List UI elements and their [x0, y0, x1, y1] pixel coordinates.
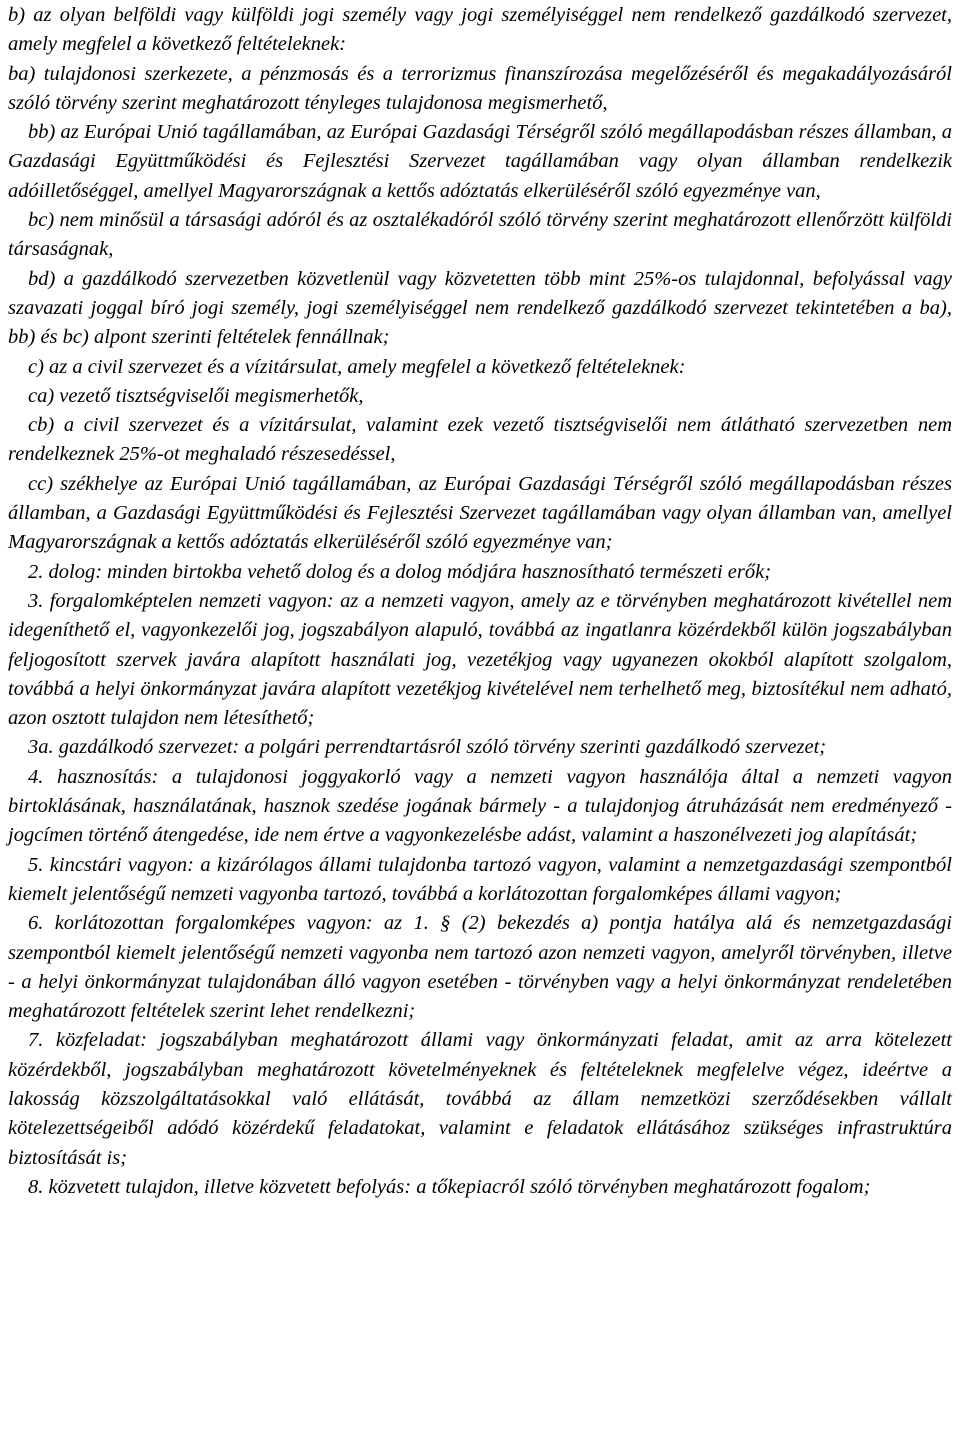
paragraph-ca: ca) vezető tisztségviselői megismerhetők, — [28, 384, 364, 407]
paragraph-5-kincstari: 5. kincstári vagyon: a kizárólagos állami tulajdonba tartozó vagyon, valamint a nemzetgazdasági szempontból kiemelt jelentőségű nemzeti vagyonba tartozó, továbbá a korlátozottan forgalomképes állami vagyon; — [8, 853, 952, 905]
paragraph-7-kozfeladat: 7. közfeladat: jogszabályban meghatározott állami vagy önkormányzati feladat, amit az arra kötelezett közérdekből, jogszabályban meghatározott követelményeknek és feltételeknek megfelelve végez, ideértve a lakosság közszolgáltatásokkal való ellátását, továbbá az állam nemzetközi szerződésekben vállalt kötelezettségeiből adódó közérdekű feladatokat, valamint e feladatok ellátásához szükséges infrastruktúra biztosítását is; — [8, 1029, 952, 1169]
paragraph-3a-gazdalkodo: 3a. gazdálkodó szervezet: a polgári perrendtartásról szóló törvény szerinti gazdálkodó szervezet; — [28, 736, 827, 759]
paragraph-3-forgalomkeptelen: 3. forgalomképtelen nemzeti vagyon: az a nemzeti vagyon, amely az e törvényben meghatározott kivétellel nem idegeníthető el, vagyonkezelői jog, jogszabályon alapuló, továbbá az ingatlanra közérdekből külön jogszabályban feljogosított szervek javára alapított használati jog, vezetékjog vagy ugyanezen okokból alapított szolgalom, továbbá a helyi önkormányzat javára alapított vezetékjog kivételével nem terhelhető meg, biztosítékul nem adható, azon osztott tulajdon nem létesíthető; — [8, 589, 952, 730]
paragraph-4-hasznositas: 4. hasznosítás: a tulajdonosi joggyakorló vagy a nemzeti vagyon használója által a nemzeti vagyon birtoklásának, használatának, hasznok szedése jogának bármely - a tulajdonjog átruházását nem eredményező - jogcímen történő átengedése, ide nem értve a vagyonkezelésbe adást, valamint a haszonélvezeti jog alapítását; — [8, 765, 952, 847]
paragraph-8-kozvetett: 8. közvetett tulajdon, illetve közvetett befolyás: a tőkepiacról szóló törvényben meghatározott fogalom; — [28, 1175, 871, 1198]
paragraph-b: b) az olyan belföldi vagy külföldi jogi személy vagy jogi személyiséggel nem rendelkező gazdálkodó szervezet, amely megfelel a következő feltételeknek: — [8, 4, 952, 56]
paragraph-bd: bd) a gazdálkodó szervezetben közvetlenül vagy közvetetten több mint 25%-os tulajdonnal, befolyással vagy szavazati joggal bíró jogi személy, jogi személyiséggel nem rendelkező gazdálkodó szervezet tekintetében a ba), bb) és bc) alpont szerinti feltételek fennállnak; — [8, 267, 952, 349]
paragraph-cb: cb) a civil szervezet és a vízitársulat, valamint ezek vezető tisztségviselői nem átlátható szervezetben nem rendelkeznek 25%-ot meghaladó részesedéssel, — [8, 414, 952, 466]
paragraph-bc: bc) nem minősül a társasági adóról és az osztalékadóról szóló törvény szerint meghatározott ellenőrzött külföldi társaságnak, — [8, 209, 952, 261]
paragraph-bb: bb) az Európai Unió tagállamában, az Európai Gazdasági Térségről szóló megállapodásban részes államban, a Gazdasági Együttműködési és Fejlesztési Szervezet tagállamában vagy olyan államban rendelkezik adóilletőséggel, amellyel Magyarországnak a kettős adóztatás elkerüléséről szóló egyezménye van, — [8, 121, 952, 202]
paragraph-ba: ba) tulajdonosi szerkezete, a pénzmosás és a terrorizmus finanszírozása megelőzéséről és megakadályozásáról szóló törvény szerint meghatározott tényleges tulajdonosa megismerhető, — [8, 62, 952, 114]
paragraph-6-korlatozottan: 6. korlátozottan forgalomképes vagyon: az 1. § (2) bekezdés a) pontja hatálya alá és nemzetgazdasági szempontból kiemelt jelentőségű nemzeti vagyonba nem tartozó azon nemzeti vagyon, amelyről törvényben, illetve - a helyi önkormányzat tulajdonában álló vagyon esetében - törvényben vagy a helyi önkormányzat rendeletében meghatározott feltételek szerint lehet rendelkezni; — [8, 912, 952, 1023]
paragraph-c: c) az a civil szervezet és a vízitársulat, amely megfelel a következő feltételeknek: — [28, 355, 686, 378]
paragraph-2-dolog: 2. dolog: minden birtokba vehető dolog és a dolog módjára hasznosítható természeti erők; — [28, 560, 772, 583]
paragraph-cc: cc) székhelye az Európai Unió tagállamában, az Európai Gazdasági Térségről szóló megállapodásban részes államban, a Gazdasági Együttműködési és Fejlesztési Szervezet tagállamában vagy olyan államban van, amellyel Magyarországnak a kettős adóztatás elkerüléséről szóló egyezménye van; — [8, 472, 952, 554]
